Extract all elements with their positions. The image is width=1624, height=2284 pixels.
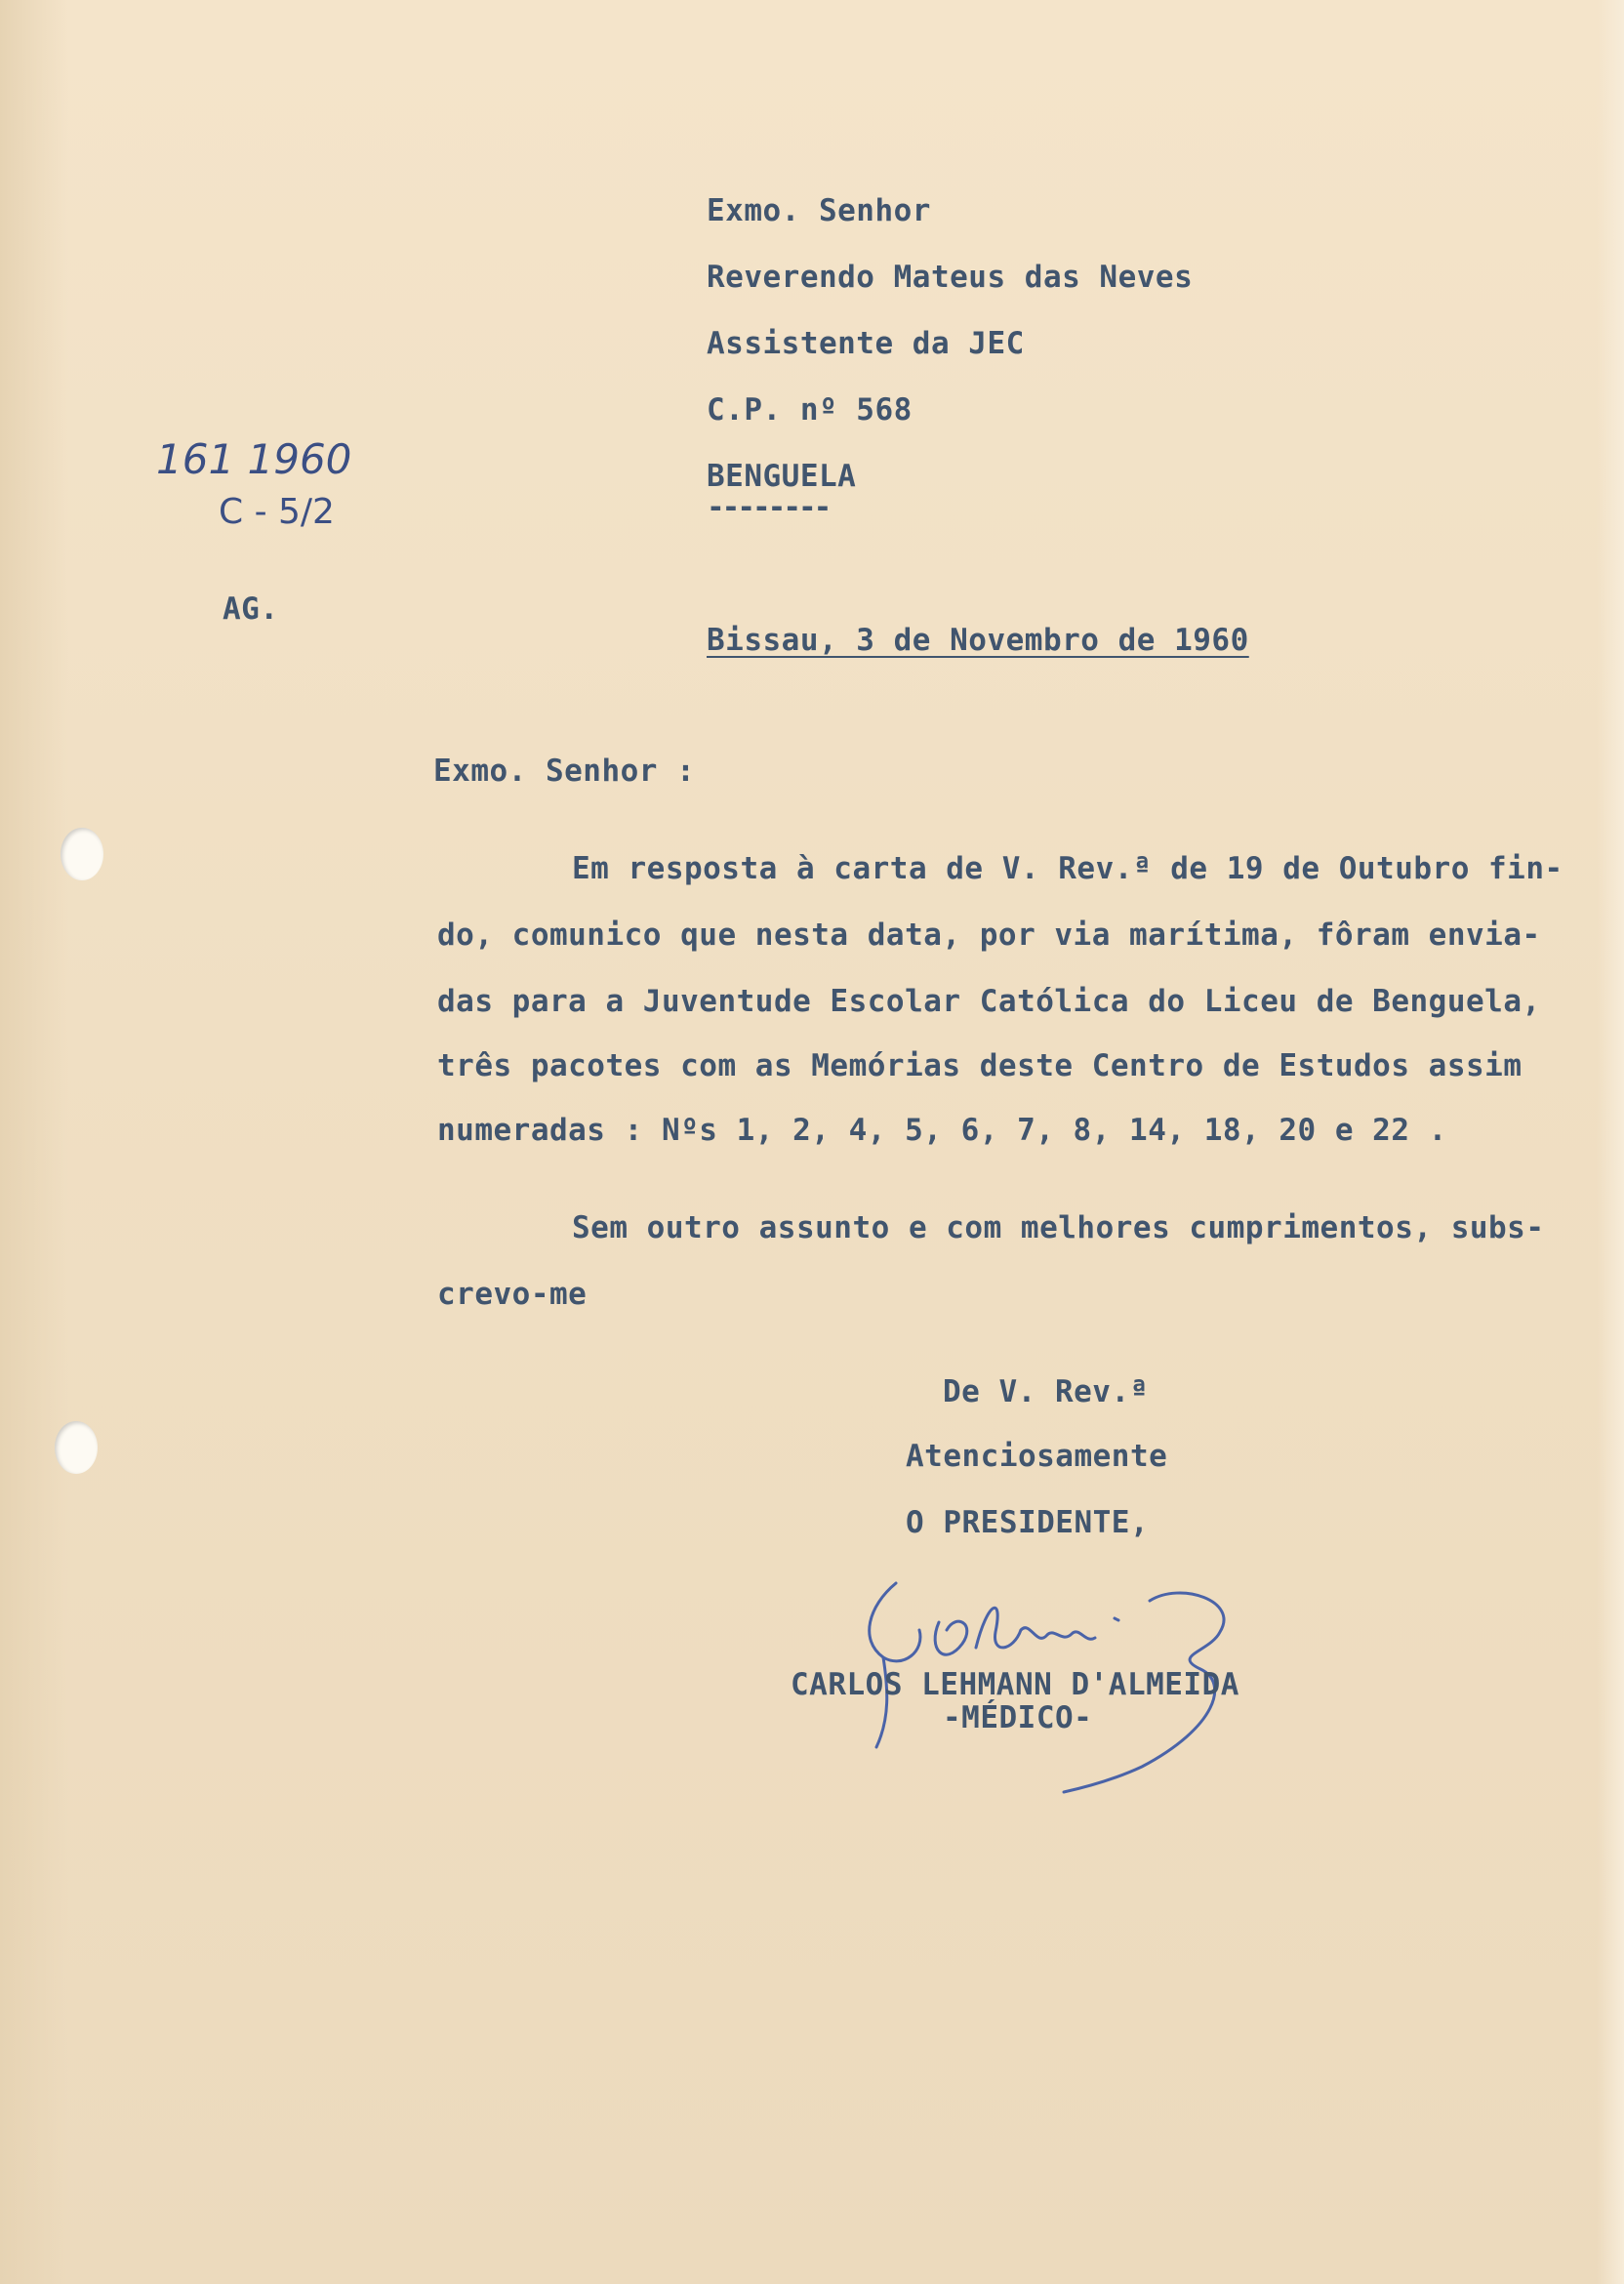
punch-hole-top bbox=[61, 828, 103, 880]
closing-line: Atenciosamente bbox=[906, 1439, 1168, 1474]
recipient-role: Assistente da JEC bbox=[707, 326, 1025, 361]
recipient-city: BENGUELA bbox=[707, 459, 857, 494]
recipient-salutation: Exmo. Senhor bbox=[707, 193, 931, 228]
body-line: Em resposta à carta de V. Rev.ª de 19 de Outubro fin- bbox=[572, 851, 1563, 886]
recipient-name: Reverendo Mateus das Neves bbox=[707, 260, 1194, 295]
body-line: Sem outro assunto e com melhores cumprimentos, subs- bbox=[572, 1210, 1545, 1245]
closing-line: O PRESIDENTE, bbox=[906, 1505, 1150, 1540]
body-line: três pacotes com as Memórias deste Centro de Estudos assim bbox=[437, 1048, 1522, 1083]
recipient-po-box: C.P. nº 568 bbox=[707, 392, 913, 428]
date-line: Bissau, 3 de Novembro de 1960 bbox=[707, 623, 1249, 658]
recipient-city-rule: -------- bbox=[707, 490, 830, 525]
punch-hole-bottom bbox=[55, 1421, 98, 1474]
reference-file: C - 5/2 bbox=[219, 492, 335, 532]
reference-initials: AG. bbox=[223, 591, 279, 627]
body-line: do, comunico que nesta data, por via marítima, fôram envia- bbox=[437, 918, 1541, 953]
reference-number: 161 1960 bbox=[156, 435, 352, 483]
body-line: numeradas : Nºs 1, 2, 4, 5, 6, 7, 8, 14, 18, 20 e 22 . bbox=[437, 1113, 1447, 1148]
closing-line: De V. Rev.ª bbox=[943, 1374, 1149, 1409]
signatory-title: -MÉDICO- bbox=[943, 1700, 1093, 1735]
signatory-name: CARLOS LEHMANN D'ALMEIDA bbox=[791, 1667, 1239, 1702]
body-line: das para a Juventude Escolar Católica do Liceu de Benguela, bbox=[437, 984, 1541, 1019]
greeting: Exmo. Senhor : bbox=[433, 754, 696, 789]
body-line: crevo-me bbox=[437, 1277, 588, 1312]
